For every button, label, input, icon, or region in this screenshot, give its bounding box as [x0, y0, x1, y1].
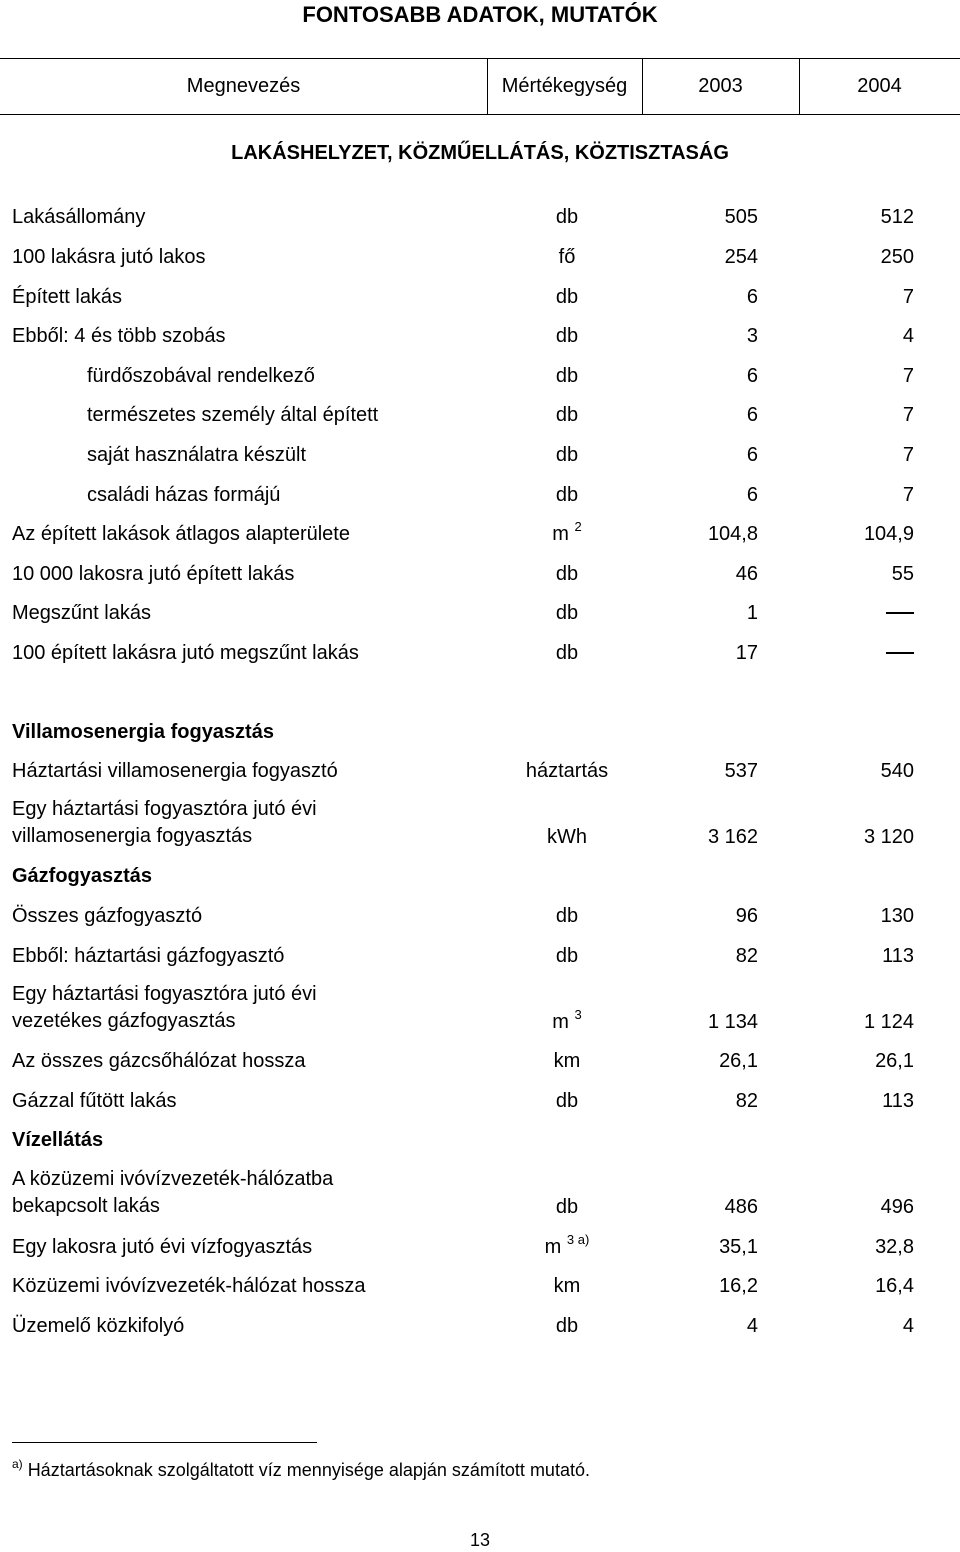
- row-label: Az épített lakások átlagos alapterülete: [12, 523, 350, 545]
- column-header-2004: 2004: [857, 75, 902, 97]
- column-header-name: Megnevezés: [186, 75, 301, 97]
- row-label: Megszűnt lakás: [12, 602, 151, 624]
- row-label-line2: villamosenergia fogyasztás: [12, 825, 253, 847]
- dash-mark: [886, 652, 914, 654]
- row-unit: db: [555, 1196, 579, 1218]
- row-label: családi házas formájú: [87, 484, 281, 506]
- table-row: [0, 322, 960, 350]
- footnote-text: Háztartásoknak szolgáltatott víz mennyisége alapján számított mutató.: [27, 1460, 590, 1480]
- row-unit: db: [555, 444, 579, 466]
- table-row: [0, 902, 960, 930]
- unit-superscript: 3: [574, 1007, 582, 1022]
- row-unit: db: [555, 404, 579, 426]
- table-row: [0, 1233, 960, 1261]
- row-value-2004: 7: [902, 404, 914, 426]
- row-label: [12, 1166, 333, 1220]
- row-value-2003: 16,2: [719, 1275, 758, 1297]
- table-row: [0, 441, 960, 469]
- row-label-line2: bekapcsolt lakás: [12, 1195, 160, 1217]
- row-value-2003: 82: [735, 1090, 758, 1112]
- unit-base: m: [552, 523, 569, 545]
- subsection-heading: [0, 862, 960, 890]
- row-value-2004: 113: [882, 945, 914, 967]
- row-value-2004: 4: [902, 1315, 914, 1337]
- table-row: [0, 599, 960, 627]
- row-unit: db: [555, 286, 579, 308]
- row-unit: háztartás: [525, 760, 609, 782]
- footnote-divider: [12, 1442, 317, 1443]
- row-value-2004: 26,1: [875, 1050, 914, 1072]
- row-value-2003: 26,1: [719, 1050, 758, 1072]
- table-row: [0, 796, 960, 852]
- row-label: Üzemelő közkifolyó: [12, 1315, 185, 1337]
- row-unit: db: [555, 905, 579, 927]
- row-value-2004: 540: [880, 760, 914, 782]
- row-value-2003: 82: [735, 945, 758, 967]
- row-unit: db: [555, 365, 579, 387]
- column-header-unit: Mértékegység: [501, 75, 628, 97]
- row-label-line1: Egy háztartási fogyasztóra jutó évi: [12, 983, 317, 1005]
- row-unit: db: [555, 1090, 579, 1112]
- row-value-2003: 537: [724, 760, 758, 782]
- table-row: [0, 362, 960, 390]
- row-unit: db: [555, 642, 579, 664]
- row-value-2003: 104,8: [707, 523, 758, 545]
- footnote: [12, 1458, 590, 1482]
- row-value-2004: 7: [902, 484, 914, 506]
- row-value-2003: 6: [746, 404, 758, 426]
- table-row: [0, 283, 960, 311]
- table-row: [0, 243, 960, 271]
- row-value-2003: 46: [735, 563, 758, 585]
- row-unit: db: [555, 325, 579, 347]
- unit-base: m: [552, 1011, 569, 1033]
- row-label: Épített lakás: [12, 286, 123, 308]
- row-value-2004: 130: [880, 905, 914, 927]
- row-unit: [508, 1233, 626, 1261]
- row-value-2003: 4: [746, 1315, 758, 1337]
- row-value-2004: [886, 599, 914, 627]
- row-label: Ebből: háztartási gázfogyasztó: [12, 945, 285, 967]
- table-row: [0, 203, 960, 231]
- row-value-2003: 1 134: [707, 1011, 758, 1033]
- subsection-heading: [0, 718, 960, 746]
- row-label: Az összes gázcsőhálózat hossza: [12, 1050, 306, 1072]
- row-value-2004: 16,4: [875, 1275, 914, 1297]
- row-unit: db: [555, 602, 579, 624]
- row-label-line1: Egy háztartási fogyasztóra jutó évi: [12, 798, 317, 820]
- row-label: Lakásállomány: [12, 206, 146, 228]
- row-label: 100 lakásra jutó lakos: [12, 246, 206, 268]
- row-value-2003: 17: [735, 642, 758, 664]
- row-unit: db: [555, 563, 579, 585]
- row-label: Ebből: 4 és több szobás: [12, 325, 226, 347]
- row-unit: [508, 520, 626, 548]
- row-value-2004: 1 124: [863, 1011, 914, 1033]
- subsection-heading: [0, 1126, 960, 1154]
- row-label: fürdőszobával rendelkező: [87, 365, 315, 387]
- table-row: [0, 1087, 960, 1115]
- table-row: [0, 560, 960, 588]
- row-label: természetes személy által épített: [87, 404, 379, 426]
- footnote-marker: a): [12, 1457, 23, 1471]
- page-number: 13: [469, 1530, 491, 1550]
- row-label: Háztartási villamosenergia fogyasztó: [12, 760, 338, 782]
- row-value-2003: 3: [746, 325, 758, 347]
- row-label-line2: vezetékes gázfogyasztás: [12, 1010, 236, 1032]
- row-value-2003: 1: [746, 602, 758, 624]
- table-row: [0, 981, 960, 1037]
- table-header: [0, 58, 960, 115]
- table-row: [0, 401, 960, 429]
- row-value-2003: 505: [724, 206, 758, 228]
- row-label: Összes gázfogyasztó: [12, 905, 203, 927]
- row-label: [12, 981, 317, 1035]
- table-row: [0, 481, 960, 509]
- row-label: Közüzemi ivóvízvezeték-hálózat hossza: [12, 1275, 366, 1297]
- row-value-2004: 7: [902, 365, 914, 387]
- table-row: [0, 757, 960, 785]
- table-row: [0, 1272, 960, 1300]
- row-value-2003: 6: [746, 484, 758, 506]
- row-value-2003: 6: [746, 444, 758, 466]
- row-value-2004: 104,9: [863, 523, 914, 545]
- table-row: [0, 520, 960, 548]
- row-value-2004: 113: [882, 1090, 914, 1112]
- row-value-2004: [886, 639, 914, 667]
- row-unit: [508, 1008, 626, 1036]
- row-value-2004: 32,8: [875, 1236, 914, 1258]
- unit-superscript: 3 a): [566, 1232, 590, 1247]
- row-label: saját használatra készült: [87, 444, 307, 466]
- row-label: 10 000 lakosra jutó épített lakás: [12, 563, 295, 585]
- row-value-2003: 6: [746, 365, 758, 387]
- row-label: Egy lakosra jutó évi vízfogyasztás: [12, 1236, 313, 1258]
- table-row: [0, 639, 960, 667]
- page-title: FONTOSABB ADATOK, MUTATÓK: [302, 2, 658, 27]
- row-value-2003: 6: [746, 286, 758, 308]
- row-value-2004: 7: [902, 286, 914, 308]
- unit-superscript: 2: [574, 519, 582, 534]
- unit-base: m: [544, 1236, 562, 1258]
- row-value-2004: 3 120: [863, 826, 914, 848]
- row-label: Villamosenergia fogyasztás: [12, 721, 274, 743]
- row-value-2003: 486: [724, 1196, 758, 1218]
- table-row: [0, 1312, 960, 1340]
- section-title: LAKÁSHELYZET, KÖZMŰELLÁTÁS, KÖZTISZTASÁG: [231, 142, 729, 164]
- row-unit: km: [553, 1050, 581, 1072]
- row-value-2004: 250: [880, 246, 914, 268]
- row-value-2004: 496: [880, 1196, 914, 1218]
- dash-mark: [886, 612, 914, 614]
- table-row: [0, 1047, 960, 1075]
- row-unit: db: [555, 206, 579, 228]
- row-label-line1: A közüzemi ivóvízvezeték-hálózatba: [12, 1168, 334, 1190]
- row-value-2003: 35,1: [719, 1236, 758, 1258]
- row-label: Vízellátás: [12, 1129, 104, 1151]
- row-value-2003: 254: [724, 246, 758, 268]
- row-unit: db: [555, 484, 579, 506]
- row-value-2004: 7: [902, 444, 914, 466]
- row-unit: kWh: [547, 826, 587, 848]
- table-row: [0, 942, 960, 970]
- row-value-2004: 512: [880, 206, 914, 228]
- row-unit: km: [553, 1275, 581, 1297]
- row-value-2004: 55: [891, 563, 914, 585]
- row-value-2004: 4: [902, 325, 914, 347]
- row-value-2003: 3 162: [707, 826, 758, 848]
- column-header-2003: 2003: [698, 75, 743, 97]
- row-unit: fő: [558, 246, 576, 268]
- table-row: [0, 1166, 960, 1222]
- row-label: 100 épített lakásra jutó megszűnt lakás: [12, 642, 359, 664]
- row-label: Gázfogyasztás: [12, 865, 153, 887]
- row-value-2003: 96: [735, 905, 758, 927]
- row-label: [12, 796, 317, 850]
- row-label: Gázzal fűtött lakás: [12, 1090, 177, 1112]
- row-unit: db: [555, 945, 579, 967]
- row-unit: db: [555, 1315, 579, 1337]
